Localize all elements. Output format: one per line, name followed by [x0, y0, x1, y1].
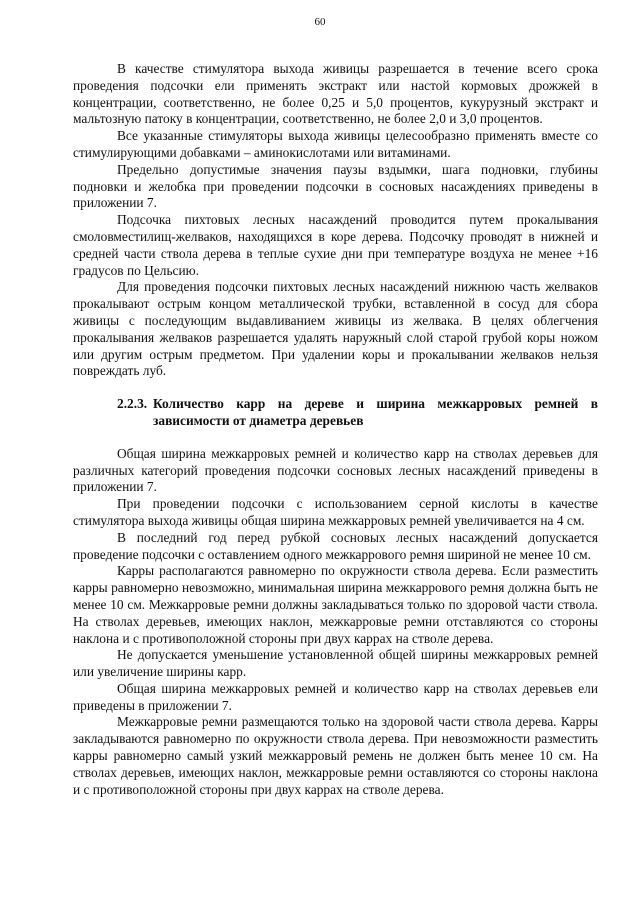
- section-number: 2.2.3.: [117, 396, 148, 412]
- section-title-line1: Количество карр на дереве и ширина межкарровых ремней в: [153, 396, 598, 412]
- paragraph: Подсочка пихтовых лесных насаждений проводится путем прокалывания смоловместилищ-желваков, находящихся в коре дерева. Подсочку проводят в нижней и средней части ствола дерева в теплые сухие дни при температуре воздуха не менее +16 градусов по Цельсию.: [73, 212, 598, 278]
- spacer: [73, 430, 598, 446]
- paragraph: Для проведения подсочки пихтовых лесных насаждений нижнюю часть желваков прокалывают острым концом металлической трубки, вставленной в сосуд для сбора живицы с последующим выдавливанием живицы из желвака. В целях облегчения прокалывания желваков разрешается удалять наружный слой старой грубой коры ножом или другим острым предметом. При удалении коры и прокалывании желваков нельзя повреждать луб.: [73, 279, 598, 379]
- paragraph: В качестве стимулятора выхода живицы разрешается в течение всего срока проведения подсочки ели применять экстракт или настой кормовых дрожжей в концентрации, соответственно, не более 0,25 и 5,0 процентов, кукурузный экстракт и мальтозную патоку в концентрации, соответственно, не более 2,0 и 3,0 процентов.: [73, 61, 598, 127]
- paragraph: В последний год перед рубкой сосновых лесных насаждений допускается проведение подсочки с оставлением одного межкаррового ремня шириной не менее 10 см.: [73, 529, 598, 562]
- section-title-line2: зависимости от диаметра деревьев: [153, 412, 364, 428]
- paragraph: Общая ширина межкарровых ремней и количество карр на стволах деревьев для различных категорий проведения подсочки сосновых лесных насаждений приведены в приложении 7.: [73, 445, 598, 495]
- section-heading: [73, 396, 598, 430]
- paragraph: Межкарровые ремни размещаются только на здоровой части ствола дерева. Карры закладываются равномерно по окружности ствола дерева. При невозможности разместить карры равномерно самый узкий межкарровый ремень не должен быть менее 10 см. На стволах деревьев, имеющих наклон, межкарровые ремни оставляются со стороны наклона и с противоположной стороны при двух каррах на стволе дерева.: [73, 714, 598, 797]
- paragraph: При проведении подсочки с использованием серной кислоты в качестве стимулятора выхода живицы общая ширина межкарровых ремней увеличивается на 4 см.: [73, 496, 598, 528]
- paragraph: Предельно допустимые значения паузы вздымки, шага подновки, глубины подновки и желобка при проведении подсочки в сосновых насаждениях приведены в приложении 7.: [73, 161, 598, 211]
- paragraph: Не допускается уменьшение установленной общей ширины межкарровых ремней или увеличение ширины карр.: [73, 647, 598, 680]
- spacer: [73, 380, 598, 396]
- page-body: [73, 61, 598, 798]
- page-number: 60: [314, 16, 326, 28]
- paragraph: Карры располагаются равномерно по окружности ствола дерева. Если разместить карры равномерно невозможно, минимальная ширина межкаррового ремня должна быть не менее 10 см. Межкарровые ремни должны закладываться только по здоровой части ствола. На стволах деревьев, имеющих наклон, межкарровые ремни отставляются со стороны наклона и с противоположной стороны при двух каррах на стволе дерева.: [73, 563, 598, 646]
- paragraph: Все указанные стимуляторы выхода живицы целесообразно применять вместе со стимулирующими добавками – аминокислотами или витаминами.: [73, 128, 598, 160]
- paragraph: Общая ширина межкарровых ремней и количество карр на стволах деревьев ели приведены в приложении 7.: [73, 680, 598, 713]
